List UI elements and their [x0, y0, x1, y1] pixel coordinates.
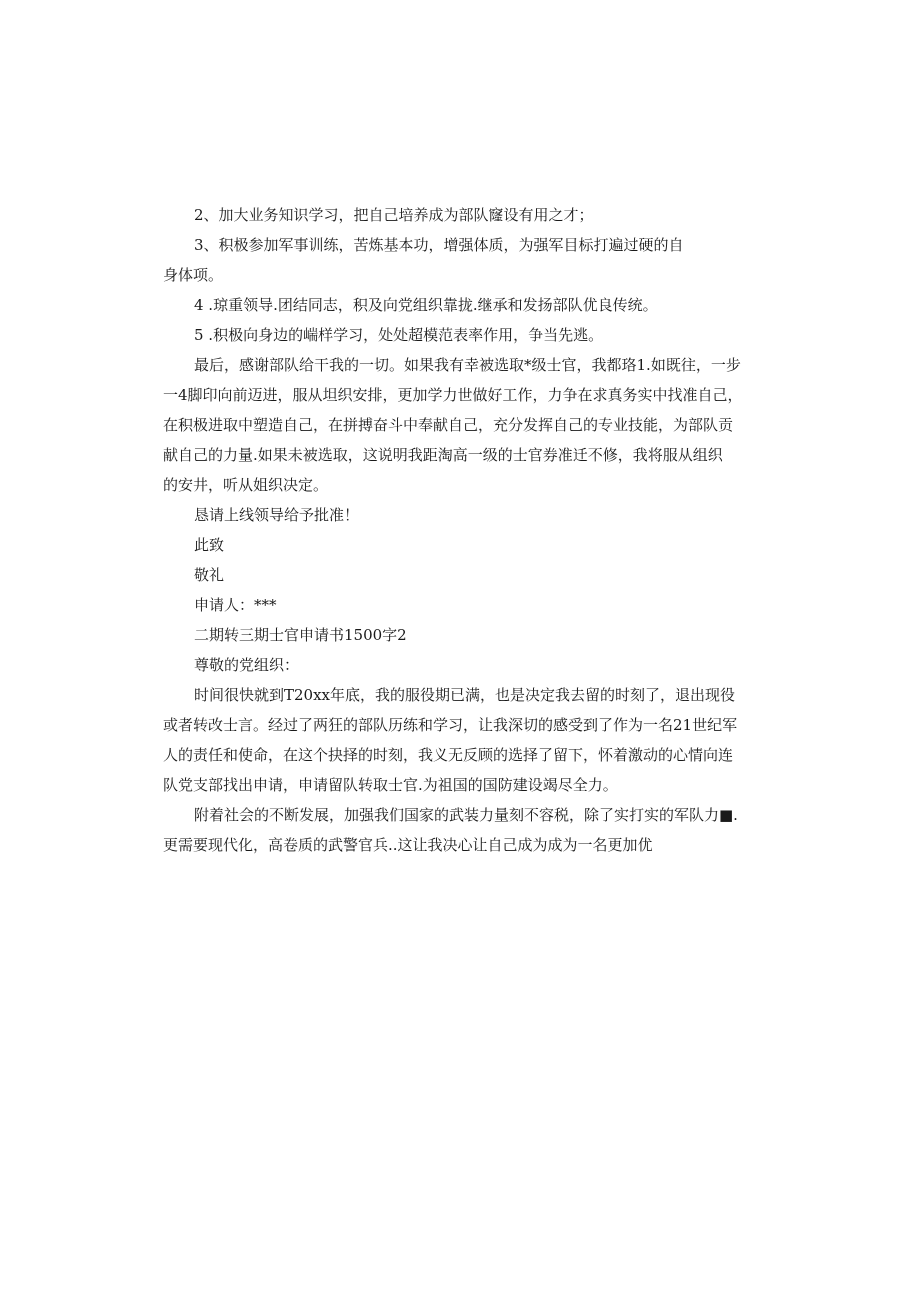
greeting-line: 尊敬的党组织：: [194, 656, 300, 674]
list-item-3: 3、积极参加军事训练，苦炼基本功，增强体质，为强军目标打遍过硬的自: [194, 236, 684, 254]
section-title: 二期转三期士官申请书1500字2: [194, 626, 407, 644]
paragraph-line: 人的责任和使命，在这个抉择的时刻，我义无反顾的选择了留下，怀着激动的心情向连: [163, 746, 734, 764]
list-item-4: 4 .琼重领导.团结同志，积及向党组织靠拢.继承和发扬部队优良传统。: [194, 296, 658, 314]
salutation-line: 敬礼: [194, 566, 225, 584]
paragraph-line: 的安井，听从姐织决定。: [163, 476, 329, 494]
list-item-3-continued: 身体项。: [163, 266, 224, 284]
paragraph-line: 更需要现代化，高卷质的武警官兵..这让我决心让自己成为成为一名更加优: [163, 836, 653, 854]
list-item-2: 2、加大业务知识学习，把自己培养成为部队窿设有用之才；: [194, 206, 594, 224]
document-body: [163, 200, 763, 860]
paragraph-line: 队党支部找出申请，申请留队转取士官.为祖国的国防建设竭尽全力。: [163, 776, 618, 794]
paragraph-line: 时间很快就到T20xx年底，我的服役期已满，也是决定我去留的时刻了，退出现役: [194, 686, 736, 704]
salutation-line: 此致: [194, 536, 225, 554]
paragraph-line: 在积极进取中塑造自己，在拼搏奋斗中奉献自己，充分发挥自己的专业技能，为部队贡: [163, 416, 734, 434]
list-item-5: 5 .积极向身边的㟨样学习，处处超模范表率作用，争当先逃。: [194, 326, 604, 344]
applicant-line: 申请人：***: [194, 596, 277, 614]
paragraph-line: 或者转改士言。经过了两狂的部队历练和学习，让我深切的感受到了作为一名21世纪军: [163, 716, 738, 734]
paragraph-line: 最后，感谢部队给干我的一切。如果我有幸被选取*级士官，我都珞1.如既往，一步: [194, 356, 741, 374]
paragraph-line: 一4脚印向前迈进，服从坦织安排，更加学力世做好工作，力争在求真务实中找准自己，: [163, 386, 743, 404]
request-line: 恳请上线领导给予批准！: [194, 506, 360, 524]
paragraph-line: 附着社会的不断发展，加强我们国家的武装力量刻不容税，除了实打实的军队力■.: [194, 806, 738, 824]
paragraph-line: 献自己的力量.如果未被选取，这说明我距淘高一级的士官券准迁不修，我将服从组织: [163, 446, 723, 464]
